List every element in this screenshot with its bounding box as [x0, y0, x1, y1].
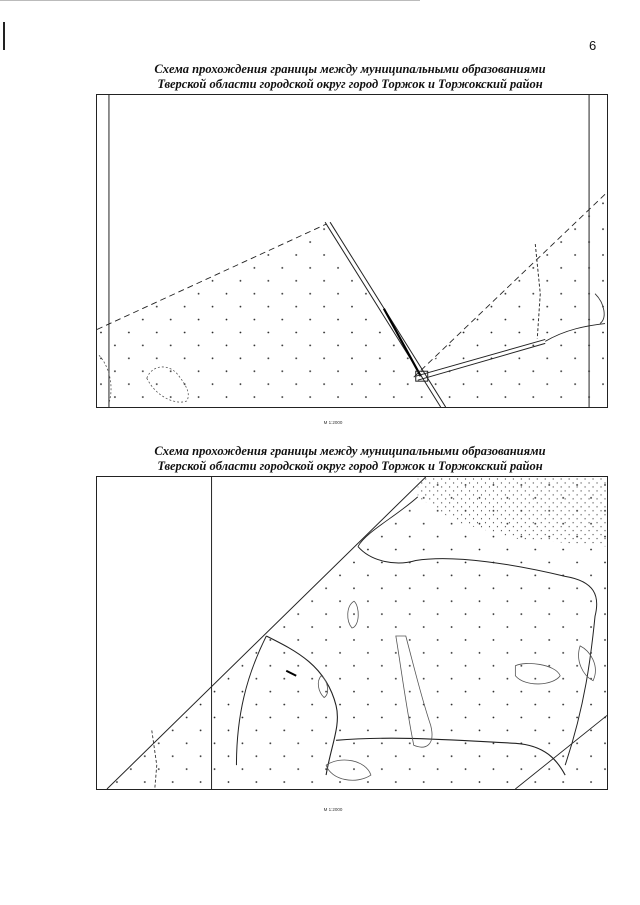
- scan-edge-top: [0, 0, 420, 1]
- map-2-frame: [96, 476, 608, 790]
- map-2-drawing: [97, 477, 607, 789]
- map-2-title: [80, 444, 620, 474]
- map-1-scale: М 1:2000: [323, 420, 343, 425]
- map-1-territory-right: [418, 192, 607, 407]
- map-1-territory-left: [97, 224, 441, 407]
- map-2-title-line-2: Тверской области городской округ город Торжок и Торжокский район: [157, 459, 543, 473]
- map-1-title-line-2: Тверской области городской округ город Торжок и Торжокский район: [157, 77, 543, 91]
- page-number: 6: [589, 38, 597, 53]
- map-2-title-line-1: Схема прохождения границы между муниципальными образованиями: [154, 444, 546, 458]
- map-1-title-line-1: Схема прохождения границы между муниципальными образованиями: [154, 62, 546, 76]
- map-1-title: [80, 62, 620, 92]
- map-1-drawing: [97, 95, 607, 407]
- scan-edge-left: [3, 22, 5, 50]
- map-1-frame: [96, 94, 608, 408]
- map-2-scale: М 1:2000: [323, 807, 343, 812]
